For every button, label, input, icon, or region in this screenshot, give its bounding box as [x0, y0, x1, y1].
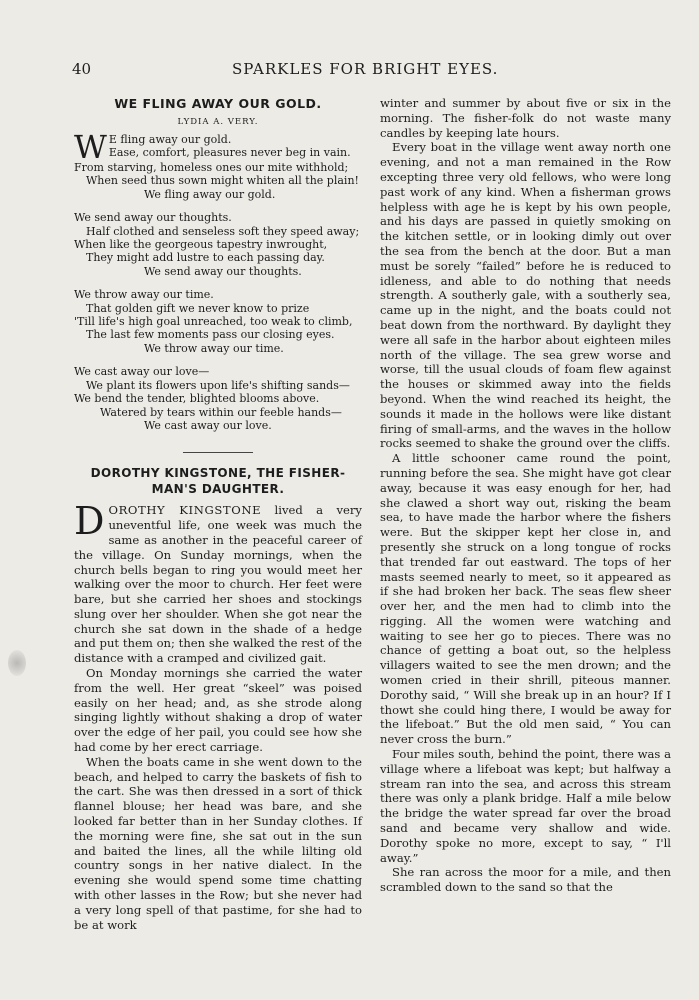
story-paragraph-3-continued: winter and summer by about five or six in the morning. The fisher-folk do not waste many candles by keeping late hours.	[380, 96, 671, 140]
poem-line: When seed thus sown might whiten all the plain!	[86, 174, 359, 188]
poem-line: Watered by tears within our feeble hands—	[100, 405, 342, 419]
poem-title: WE FLING AWAY OUR GOLD.	[114, 96, 322, 111]
poem-line: We throw away our time.	[74, 288, 214, 302]
right-column	[380, 96, 671, 895]
poem-line: We fling away our gold.	[144, 187, 276, 201]
poem-line: We plant its flowers upon life's shifting sands—	[86, 378, 350, 392]
poem-stanza-4	[74, 365, 362, 432]
poem-line: Half clothed and senseless soft they speed away;	[86, 224, 360, 238]
story-drop-cap: D	[74, 499, 105, 544]
left-column	[74, 96, 362, 932]
poem-drop-cap: W	[74, 128, 107, 166]
poem-author: LYDIA A. VERY.	[177, 117, 259, 127]
section-divider	[183, 452, 253, 453]
running-title: SPARKLES FOR BRIGHT EYES.	[232, 60, 499, 78]
poem-line: We send away our thoughts.	[74, 211, 232, 225]
story-paragraph-3: When the boats came in she went down to the beach, and helped to carry the baskets of fish to the cart. She was then dressed in a sort of thick flannel blouse; her head was bare, and she looked far better than in her Sunday clothes. If the morning were fine, she sat out in the sun and baited the lines, all the while lilting old country songs in her native dialect. In the evening she would spend some time chatting with other lasses in the Row; but she never had a very long spell of that pastime, for she had to be at work	[74, 754, 362, 932]
poem-line: They might add lustre to each passing day.	[86, 251, 325, 265]
poem-line: E fling away our gold.	[108, 133, 232, 146]
page-number: 40	[72, 60, 92, 78]
poem-line: That golden gift we never know to prize	[86, 301, 310, 315]
poem-line: We throw away our time.	[144, 341, 284, 355]
poem-stanza-3	[74, 288, 362, 355]
story-paragraph-1	[74, 499, 362, 666]
poem-line: From starving, homeless ones our mite withhold;	[74, 161, 349, 174]
poem-line: 'Till life's high goal unreached, too weak to climb,	[74, 315, 353, 329]
poem-line: The last few moments pass our closing eyes.	[86, 328, 335, 342]
story-text: lived a very uneventful life, one week was much the same as another in the peaceful career of the village. On Sunday mornings, when the church bells began to ring you would meet her walking over the moor to church. Her feet were bare, but she carried her shoes and stockings slung over her shoulder. When she got near the church she sat down in the shade of a hedge and put them on; then she walked the rest of the distance with a cramped and civilized gait.	[74, 503, 362, 666]
poem-first-lines	[74, 128, 362, 166]
poem-line: We send away our thoughts.	[144, 264, 302, 278]
story-paragraph-6: Four miles south, behind the point, there was a village where a lifeboat was kept; but halfway a stream ran into the sea, and across this stream there was only a plank bridge. Half a mile below the bridge the water spread far over the broad sand and became very shallow and wide. Dorothy spoke no more, except to say, “ I'll away.”	[380, 747, 671, 865]
poem-stanza-2	[74, 211, 362, 278]
story-title-line: MAN'S DAUGHTER.	[151, 482, 285, 497]
story-title-line: DOROTHY KINGSTONE, THE FISHER-	[90, 466, 346, 481]
story-lead-name: OROTHY KINGSTONE	[108, 503, 262, 518]
story-title	[74, 465, 362, 497]
story-paragraph-7: She ran across the moor for a mile, and then scrambled down to the sand so that the	[380, 865, 671, 895]
poem-stanza-1	[74, 128, 362, 201]
poem-line: We bend the tender, blighted blooms above.	[74, 392, 320, 406]
poem-line: Ease, comfort, pleasures never beg in vain.	[108, 146, 351, 160]
story-paragraph-4: Every boat in the village went away north one evening, and not a man remained in the Row excepting three very old fellows, who were long past work of any kind. When a fisherman grows helpless with age he is kept by his own people, and his days are passed in quietly smoking on the kitchen settle, or in looking dimly out over the sea from the bench at the door. But a man must be sorely “failed” before he is reduced to idleness, and able to do nothing that needs strength. A southerly gale, with a southerly sea, came up in the night, and the boats could not beat down from the northward. By daylight they were all safe in the harbor about eighteen miles north of the village. The sea grew worse and worse, till the usual clouds of foam flew against the houses or skimmed away into the fields beyond. When the wind reached its height, the sounds it made in the hollows were like distant firing of small-arms, and the waves in the hollow rocks seemed to shake the ground over the cliffs.	[380, 140, 671, 451]
story-paragraph-2: On Monday mornings she carried the water from the well. Her great “skeel” was poised easily on her head; and, as she strode along singing lightly without shaking a drop of water over the edge of her pail, you could see how she had come by her erect carriage.	[74, 666, 362, 755]
poem-line: When like the georgeous tapestry inwrought,	[74, 238, 328, 252]
poem-line: We cast away our love—	[74, 365, 210, 379]
poem-line: We cast away our love.	[144, 418, 272, 432]
page-stain	[8, 650, 26, 676]
story-paragraph-5: A little schooner came round the point, running before the sea. She might have got clear away, because it was easy enough for her, had she clawed a short way out, risking the beam sea, to have made the harbor where the fishers were. But the skipper kept her close in, and presently she struck on a long tongue of rocks that trended far out eastward. The tops of her masts seemed nearly to meet, so it appeared as if she had broken her back. The seas flew sheer over her, and the men had to climb into the rigging. All the women were watching and waiting to see her go to pieces. There was no chance of getting a boat out, so the helpless villagers waited to see the men drown; and the women cried in their shrill, piteous manner. Dorothy said, “ Will she break up in an hour? If I thowt she could hing there, I would be away for the lifeboat.” But the old men said, “ You can never cross the burn.”	[380, 451, 671, 747]
page-header	[72, 60, 659, 82]
